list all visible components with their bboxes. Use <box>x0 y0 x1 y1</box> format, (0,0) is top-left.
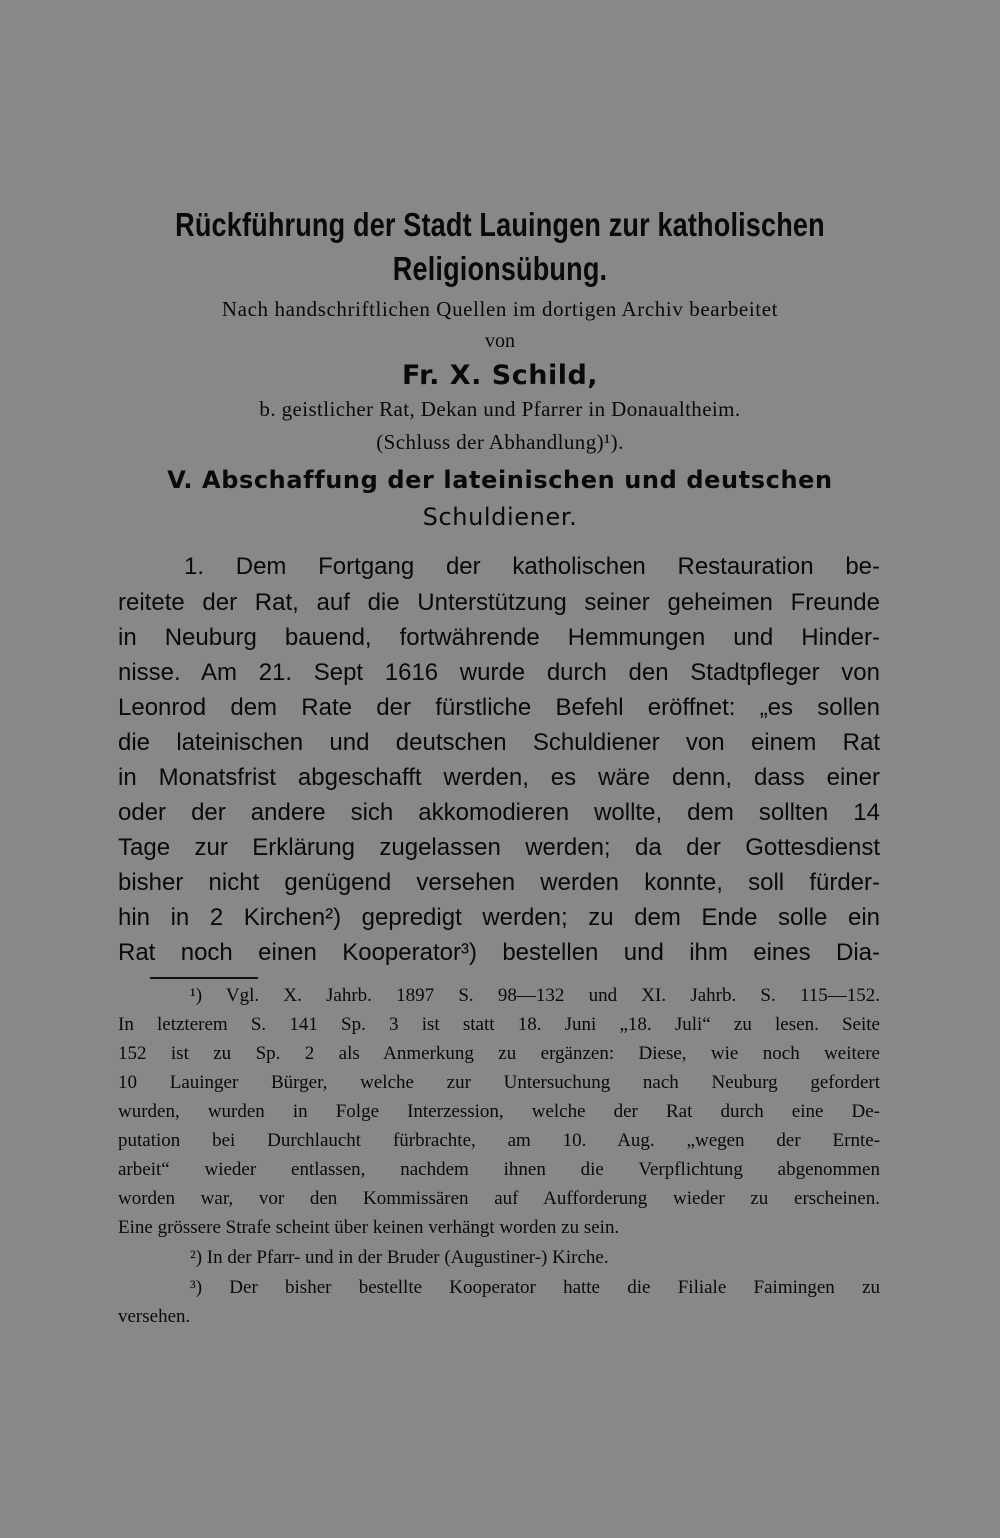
footnote-line: ¹) Vgl. X. Jahrb. 1897 S. 98—132 und XI. Jahrb. S. 115—152. <box>190 985 880 1006</box>
body-line: die lateinischen und deutschen Schuldiener von einem Rat <box>118 729 880 756</box>
body-line: Leonrod dem Rate der fürstliche Befehl eröffnet: „es sollen <box>118 694 880 721</box>
body-line: in Neuburg bauend, fortwährende Hemmungen und Hinder- <box>118 624 880 651</box>
article-title-line-1: Rückführung der Stadt Lauingen zur katholischen <box>175 206 825 243</box>
article-subtitle: Nach handschriftlichen Quellen im dortigen Archiv bearbeitet <box>221 297 779 321</box>
footnote-line: ³) Der bisher bestellte Kooperator hatte die Filiale Faimingen zu <box>190 1277 880 1298</box>
conclusion-note: (Schluss der Abhandlung)¹). <box>376 430 624 454</box>
footnote-line: 10 Lauinger Bürger, welche zur Untersuchung nach Neuburg gefordert <box>118 1072 880 1093</box>
article-title-line-2: Religionsübung. <box>392 250 608 287</box>
author-name: Fr. X. Schild, <box>401 360 599 391</box>
footnote-line: worden war, vor den Kommissären auf Aufforderung wieder zu erscheinen. <box>118 1188 880 1209</box>
author-affiliation: b. geistlicher Rat, Dekan und Pfarrer in Donaualtheim. <box>259 397 741 421</box>
body-line: Tage zur Erklärung zugelassen werden; da der Gottesdienst <box>118 834 880 861</box>
footnote-line: versehen. <box>118 1306 191 1327</box>
section-heading-line-1: V. Abschaffung der lateinischen und deutschen <box>167 466 833 494</box>
footnote-line: arbeit“ wieder entlassen, nachdem ihnen die Verpflichtung abgenommen <box>118 1159 880 1180</box>
body-line: hin in 2 Kirchen²) gepredigt werden; zu dem Ende solle ein <box>118 904 880 931</box>
footnote-line: In letzterem S. 141 Sp. 3 ist statt 18. Juni „18. Juli“ zu lesen. Seite <box>118 1014 880 1035</box>
body-line: oder der andere sich akkomodieren wollte, dem sollten 14 <box>118 799 880 826</box>
footnote-line: 152 ist zu Sp. 2 als Anmerkung zu ergänzen: Diese, wie noch weitere <box>118 1043 880 1064</box>
footnote-line: ²) In der Pfarr- und in der Bruder (Augustiner-) Kirche. <box>190 1247 609 1268</box>
byline-von: von <box>485 330 515 352</box>
body-line: nisse. Am 21. Sept 1616 wurde durch den Stadtpfleger von <box>118 659 880 686</box>
section-heading-line-2: Schuldiener. <box>422 503 578 531</box>
body-line: in Monatsfrist abgeschafft werden, es wäre denn, dass einer <box>118 764 880 791</box>
footnote-line: wurden, wurden in Folge Interzession, welche der Rat durch eine De- <box>118 1101 880 1122</box>
footnote-separator <box>150 977 258 979</box>
body-line: reitete der Rat, auf die Unterstützung seiner geheimen Freunde <box>118 589 880 616</box>
body-line: Rat noch einen Kooperator³) bestellen und ihm eines Dia- <box>118 939 880 966</box>
body-line: bisher nicht genügend versehen werden konnte, soll fürder- <box>118 869 880 896</box>
body-line: 1. Dem Fortgang der katholischen Restauration be- <box>184 553 880 580</box>
footnote-line: Eine grössere Strafe scheint über keinen verhängt worden zu sein. <box>118 1217 620 1238</box>
footnote-line: putation bei Durchlaucht fürbrachte, am 10. Aug. „wegen der Ernte- <box>118 1130 880 1151</box>
